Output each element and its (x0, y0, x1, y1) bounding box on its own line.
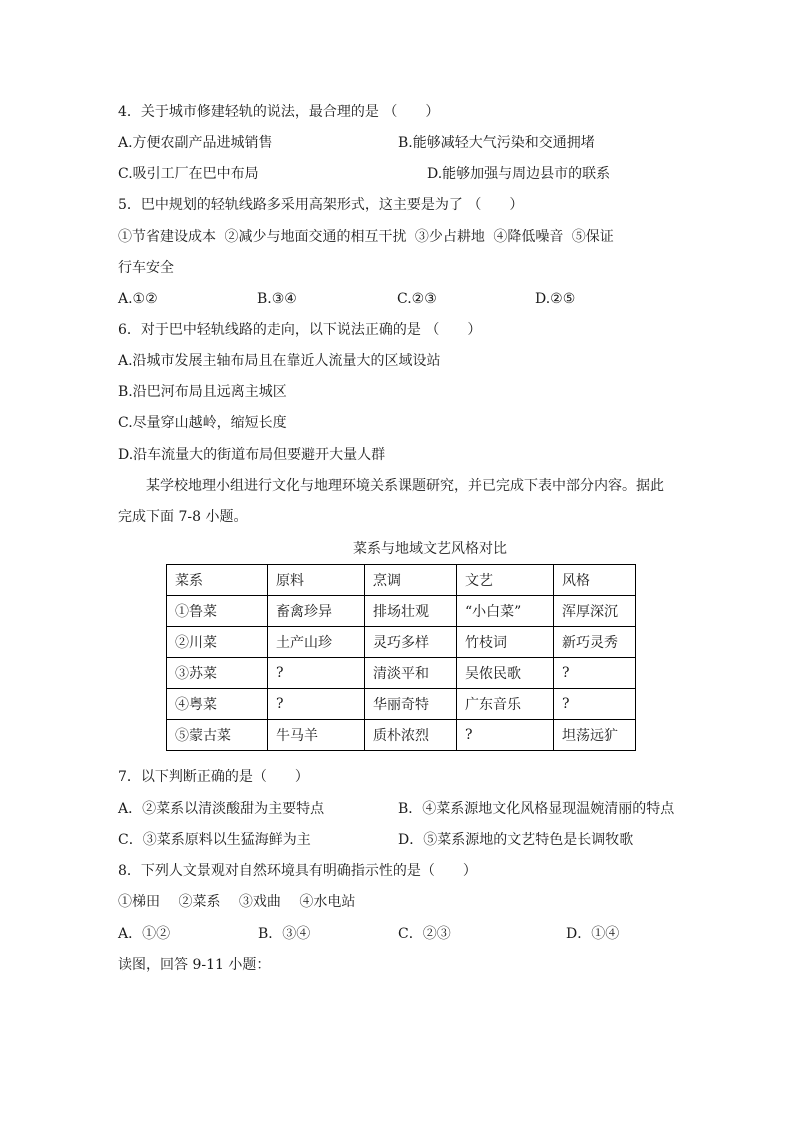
q8-option-c: C．②③ (398, 926, 451, 942)
table-cell: ? (268, 658, 365, 689)
q5-option-c: C.②③ (397, 291, 437, 307)
q8-option-d: D．①④ (566, 926, 620, 942)
q6-stem: 6．对于巴中轻轨线路的走向，以下说法正确的是 （ ） (118, 322, 482, 338)
table-row (167, 689, 636, 720)
q4-option-b: B.能够减轻大气污染和交通拥堵 (398, 135, 595, 151)
q4-stem: 4．关于城市修建轻轨的说法，最合理的是 （ ） (118, 104, 440, 120)
table-cell: ①鲁菜 (167, 596, 268, 627)
q8-option-a: A．①② (118, 926, 171, 942)
q7-stem: 7．以下判断正确的是（ ） (118, 769, 309, 785)
q7-option-c: C．③菜系原料以生猛海鲜为主 (118, 832, 311, 848)
table-cell: 灵巧多样 (365, 627, 457, 658)
q8-stem: 8．下列人文景观对自然环境具有明确指示性的是（ ） (118, 863, 477, 879)
table-cell: 排场壮观 (365, 596, 457, 627)
intro-line1: 某学校地理小组进行文化与地理环境关系课题研究，并已完成下表中部分内容。据此 (146, 478, 664, 494)
q7-option-b: B．④菜系源地文化风格显现温婉清丽的特点 (398, 801, 675, 817)
table-row (167, 627, 636, 658)
q6-option-b: B.沿巴河布局且远离主城区 (118, 384, 287, 400)
table-cell: 浑厚深沉 (554, 596, 636, 627)
table-cell: 竹枝词 (457, 627, 554, 658)
table-header-cell: 原料 (268, 565, 365, 596)
table-cell: 畜禽珍异 (268, 596, 365, 627)
q8-option-b: B．③④ (258, 926, 311, 942)
table-cell: 广东音乐 (457, 689, 554, 720)
figure-instruction: 读图，回答 9-11 小题： (118, 957, 271, 973)
q5-statements-line1: ①节省建设成本 ②减少与地面交通的相互干扰 ③少占耕地 ④降低噪音 ⑤保证 (118, 229, 614, 245)
table-cell: ? (457, 720, 554, 751)
q7-option-d: D．⑤菜系源地的文艺特色是长调牧歌 (398, 832, 634, 848)
table-cell: 坦荡远犷 (554, 720, 636, 751)
cuisine-comparison-table (166, 564, 636, 751)
q6-option-c: C.尽量穿山越岭，缩短长度 (118, 415, 287, 431)
q6-option-a: A.沿城市发展主轴布局且在靠近人流量大的区域设站 (118, 353, 441, 369)
table-cell: 质朴浓烈 (365, 720, 457, 751)
table-cell: 土产山珍 (268, 627, 365, 658)
table-cell: 新巧灵秀 (554, 627, 636, 658)
q5-stem: 5．巴中规划的轻轨线路多采用高架形式，这主要是为了 （ ） (118, 197, 524, 213)
table-header-row (167, 565, 636, 596)
table-caption: 菜系与地域文艺风格对比 (353, 541, 507, 557)
table-row (167, 596, 636, 627)
q4-option-d: D.能够加强与周边县市的联系 (427, 166, 611, 182)
table-header-cell: 文艺 (457, 565, 554, 596)
table-header-cell: 风格 (554, 565, 636, 596)
q5-option-b: B.③④ (257, 291, 297, 307)
table-row (167, 720, 636, 751)
table-cell: ? (554, 689, 636, 720)
table-cell: ? (268, 689, 365, 720)
q6-option-d: D.沿车流量大的街道布局但要避开大量人群 (118, 447, 386, 463)
table-cell: ②川菜 (167, 627, 268, 658)
q5-statements-line2: 行车安全 (118, 260, 174, 276)
table-cell: ③苏菜 (167, 658, 268, 689)
q5-option-a: A.①② (118, 291, 158, 307)
q5-option-d: D.②⑤ (535, 291, 576, 307)
q7-option-a: A．②菜系以清淡酸甜为主要特点 (118, 801, 325, 817)
q4-option-a: A.方便农副产品进城销售 (118, 135, 273, 151)
table-header-cell: 菜系 (167, 565, 268, 596)
table-cell: 华丽奇特 (365, 689, 457, 720)
table-cell: ④粤菜 (167, 689, 268, 720)
q8-statements: ①梯田 ②菜系 ③戏曲 ④水电站 (118, 894, 356, 910)
table-cell: 吴侬民歌 (457, 658, 554, 689)
table-cell: ? (554, 658, 636, 689)
table-header-cell: 烹调 (365, 565, 457, 596)
table-row (167, 658, 636, 689)
table-cell: 牛马羊 (268, 720, 365, 751)
intro-line2: 完成下面 7-8 小题。 (118, 509, 248, 525)
q4-option-c: C.吸引工厂在巴中布局 (118, 166, 259, 182)
table-cell: 清淡平和 (365, 658, 457, 689)
table-cell: ⑤蒙古菜 (167, 720, 268, 751)
table-cell: “小白菜” (457, 596, 554, 627)
